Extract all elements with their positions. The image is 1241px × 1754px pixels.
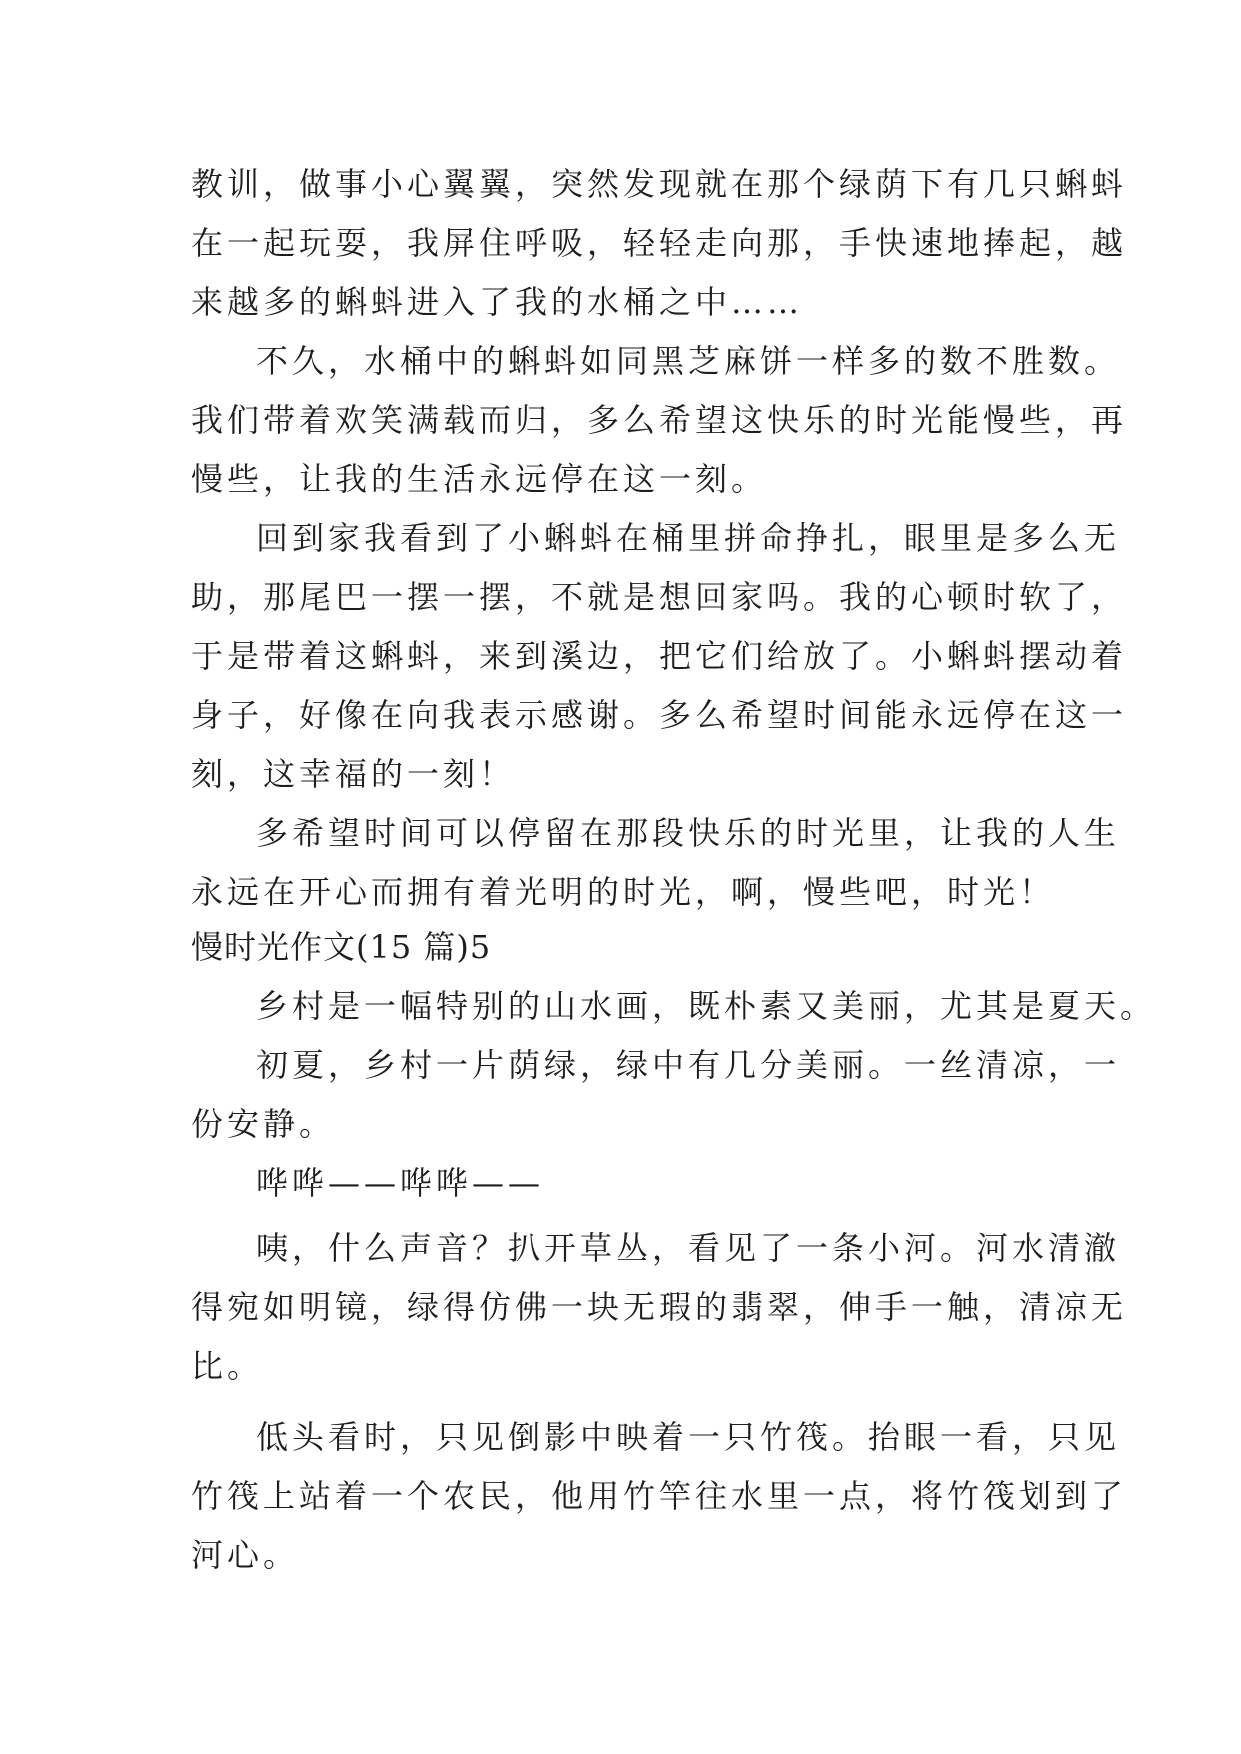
text-line: 在一起玩耍，我屏住呼吸，轻轻走向那，手快速地捧起，越	[191, 224, 1128, 262]
paragraph-first-line: 不久，水桶中的蝌蚪如同黑芝麻饼一样多的数不胜数。	[256, 342, 1121, 380]
paragraph-first-line: 低头看时，只见倒影中映着一只竹筏。抬眼一看，只见	[256, 1418, 1121, 1456]
text-line: 刻，这幸福的一刻！	[191, 755, 516, 793]
text-line: 身子，好像在向我表示感谢。多么希望时间能永远停在这一	[191, 696, 1128, 734]
text-line: 慢些，让我的生活永远停在这一刻。	[191, 460, 768, 498]
text-line: 助，那尾巴一摆一摆，不就是想回家吗。我的心顿时软了，	[191, 578, 1128, 616]
text-line: 得宛如明镜，绿得仿佛一块无瑕的翡翠，伸手一触，清凉无	[191, 1288, 1128, 1326]
paragraph-first-line: 多希望时间可以停留在那段快乐的时光里，让我的人生	[256, 814, 1121, 852]
paragraph-first-line: 回到家我看到了小蝌蚪在桶里拼命挣扎，眼里是多么无	[256, 519, 1121, 557]
paragraph-first-line: 哗哗——哗哗——	[256, 1164, 545, 1202]
text-line: 竹筏上站着一个农民，他用竹竿往水里一点，将竹筏划到了	[191, 1477, 1128, 1515]
paragraph-first-line: 初夏，乡村一片荫绿，绿中有几分美丽。一丝清凉，一	[256, 1046, 1121, 1084]
section-title: 慢时光作文(15 篇)5	[191, 928, 492, 966]
text-line: 来越多的蝌蚪进入了我的水桶之中……	[191, 283, 804, 321]
text-line: 于是带着这蝌蚪，来到溪边，把它们给放了。小蝌蚪摆动着	[191, 637, 1128, 675]
text-line: 比。	[191, 1347, 264, 1385]
paragraph-first-line: 咦，什么声音？扒开草丛，看见了一条小河。河水清澈	[256, 1229, 1121, 1267]
text-line: 教训，做事小心翼翼，突然发现就在那个绿荫下有几只蝌蚪	[191, 165, 1128, 203]
text-line: 永远在开心而拥有着光明的时光，啊，慢些吧，时光！	[191, 873, 1056, 911]
text-line: 河心。	[191, 1536, 300, 1574]
text-line: 我们带着欢笑满载而归，多么希望这快乐的时光能慢些，再	[191, 401, 1128, 439]
text-line: 份安静。	[191, 1105, 336, 1143]
paragraph-first-line: 乡村是一幅特别的山水画，既朴素又美丽，尤其是夏天。	[256, 987, 1157, 1025]
